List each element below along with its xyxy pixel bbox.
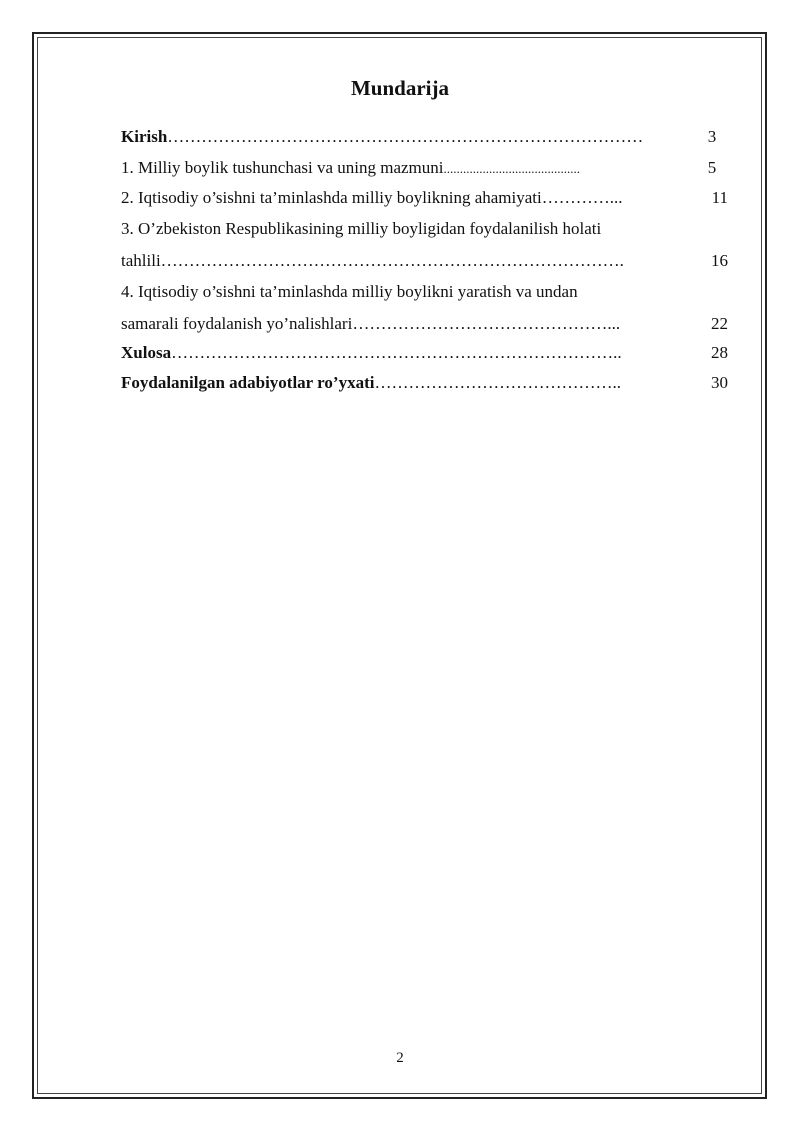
toc-leader-dots: …………………………………………………………………………	[167, 127, 644, 146]
toc-leader-dots: ………………………………………...	[352, 314, 621, 333]
toc-entry-label: samarali foydalanish yo’nalishlari	[121, 314, 353, 333]
toc-entry-label: tahlili	[121, 251, 161, 270]
toc-entry-4-line1[interactable]	[121, 282, 728, 304]
toc-leader-dots: …………...	[541, 188, 623, 207]
toc-entry-xulosa[interactable]	[121, 343, 728, 365]
toc-leader-dots: ……………………………………..	[374, 373, 621, 392]
toc-entry-label: Kirish	[121, 127, 168, 146]
toc-page-number: 3	[707, 127, 717, 146]
toc-page-number: 28	[711, 343, 728, 362]
toc-leader-dots: ……………………………………………………………………..	[171, 343, 622, 362]
toc-entry-label: 2. Iqtisodiy o’sishni ta’minlashda milliy boylikning ahamiyati	[121, 188, 542, 207]
toc-entry-label: 1. Milliy boylik tushunchasi va uning mazmuni	[121, 158, 444, 177]
toc-entry-label: Foydalanilgan adabiyotlar ro’yxati	[121, 373, 375, 392]
toc-page-number: 16	[711, 251, 728, 270]
toc-entry-1[interactable]	[121, 158, 728, 180]
toc-entry-2[interactable]	[121, 188, 728, 210]
toc-entry-4-line2[interactable]	[121, 314, 728, 336]
toc-page-number: 5	[707, 158, 717, 177]
toc-entry-3-line2[interactable]	[121, 251, 728, 273]
toc-entry-kirish[interactable]	[121, 127, 728, 149]
toc-page-number: 11	[711, 188, 728, 207]
toc-entry-label: 4. Iqtisodiy o’sishni ta’minlashda milliy boylikni yaratish va undan	[121, 282, 578, 301]
toc-page-number: 22	[711, 314, 728, 333]
toc-entry-3-line1[interactable]	[121, 219, 728, 241]
toc-page-number: 30	[711, 373, 728, 392]
toc-entry-adabiyotlar[interactable]	[121, 373, 728, 395]
toc-entry-label: 3. O’zbekiston Respublikasining milliy boyligidan foydalanilish holati	[121, 219, 602, 238]
toc-leader-dots: ……………………………………………………………………….	[160, 251, 624, 270]
page-number: 2	[396, 1050, 404, 1066]
toc-leader-dots: ..........................................	[443, 161, 581, 176]
page-title: Mundarija	[350, 76, 449, 100]
toc-entry-label: Xulosa	[121, 343, 172, 362]
